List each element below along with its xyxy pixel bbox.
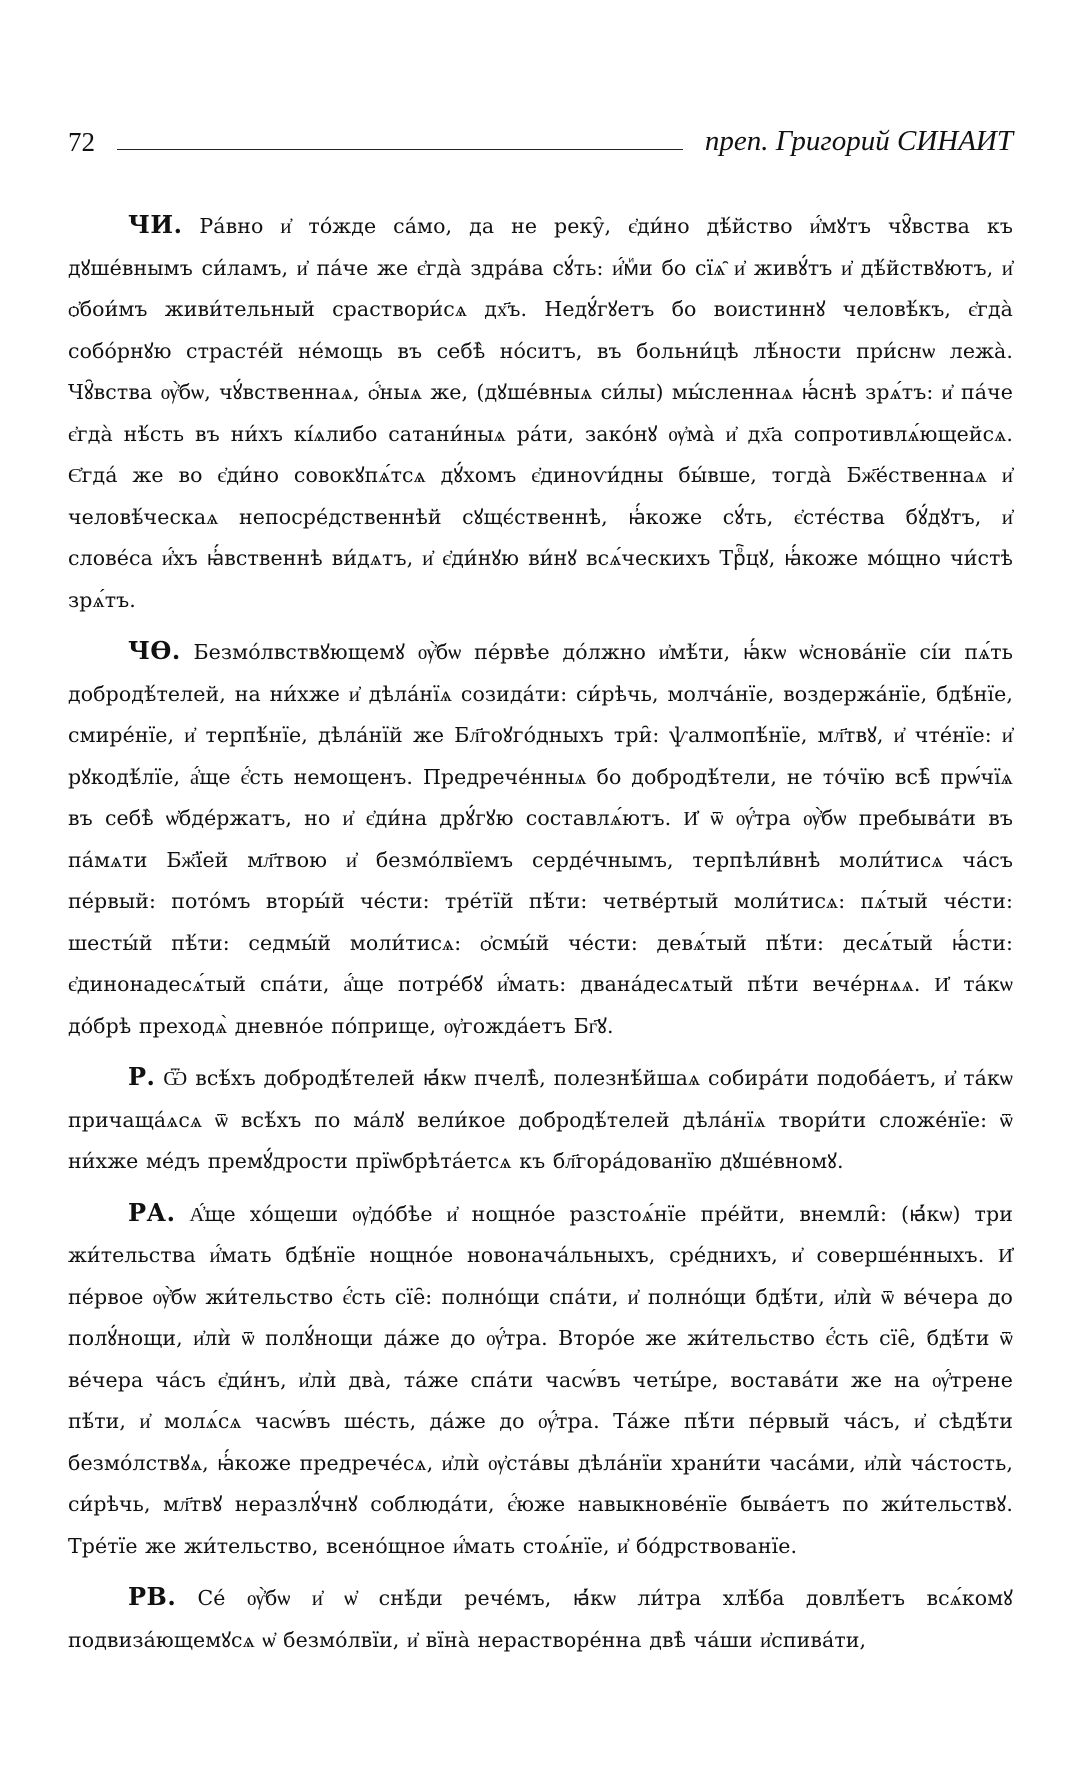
chapter-paragraph xyxy=(68,1192,1013,1568)
chapter-number: РА. xyxy=(128,1197,176,1227)
chapter-text: Ѿ всѣ́хъ добродѣ́телей ꙗ҆́кѡ пчелѣ̀, полезнѣ́йшаѧ собира́ти подоба́етъ, и҆ та́кѡ причаща́ѧсѧ ѿ всѣ́хъ по ма́лꙋ вели́кое добродѣ́телей дѣла́нїѧ твори́ти сложе́нїе: ѿ ни́хже ме́дъ премꙋ́дрости прїѡбрѣта́етсѧ къ бл҃гора́дованїю дꙋше́вномꙋ. xyxy=(68,1066,1013,1173)
running-header xyxy=(68,120,1013,156)
chapter-number: РВ. xyxy=(128,1582,177,1611)
chapter-paragraph xyxy=(68,630,1013,1047)
chapter-paragraph xyxy=(68,1056,1013,1183)
document-page xyxy=(68,120,1013,1670)
page-number: 72 xyxy=(68,127,95,157)
header-rule xyxy=(117,149,683,150)
chapter-paragraph xyxy=(68,204,1013,621)
chapter-number: ЧѲ. xyxy=(128,636,181,665)
chapter-text: Се́ ѹ҆̀бѡ и҆ ѡ҆ снѣ́ди рече́мъ, ꙗ҆́кѡ ли́тра хлѣ́ба довлѣ́етъ всѧ́комꙋ подвиза́ющемꙋсѧ ѡ҆ безмо́лвїи, и҆ вїна̀ нерастворе́нна двѣ̀ ча́ши и҆спива́ти, xyxy=(68,1586,1013,1652)
chapter-paragraph xyxy=(68,1576,1013,1661)
chapter-number: Р. xyxy=(128,1062,156,1091)
chapter-text: Ра́вно и҆ то́жде са́мо, да не реку̑, є҆ди́но дѣ́йство и҆́мꙋтъ чꙋ̑вства къ дꙋше́внымъ си́ламъ, и҆ па́че же є҆гда̀ здра́ва сꙋ́ть: и҆́мꙵи бо сїѧ̑ и҆ живꙋ́тъ и҆ дѣ́йствꙋютъ, и҆ ѻ҆бои́мъ живи́тельный сраствори́сѧ дх҃ъ. Недꙋ́гꙋетъ бо воистиннꙋ человѣ́къ, є҆гда̀ собо́рнꙋю страсте́й не́мощь въ себѣ̀ но́ситъ, въ больни́цѣ лѣ́ности при́снѡ лежа̀. Чꙋ̑вства ѹ҆̀бѡ, чꙋ́вственнаѧ, ѻ҆́ныѧ же, (дꙋше́вныѧ си́лы) мы́сленнаѧ ꙗ҆́снѣ зрѧ́тъ: и҆ па́че є҆гда̀ нѣ́сть въ ни́хъ кі́ѧлибо сатани́ныѧ ра́ти, зако́нꙋ ѹ҆ма̀ и҆ дх҃а сопротивлѧ́ющейсѧ. Є҆гда́ же во є҆ди́но совокꙋпѧ́тсѧ дꙋ́хомъ є҆диноѵи́дны бы́вше, тогда̀ Бж҃е́ственнаѧ и҆ человѣ́ческаѧ непосре́дственнѣй сꙋщє́ственнѣ, ꙗ҆́коже сꙋ́ть, є҆сте́ства бꙋ́дꙋтъ, и҆ слове́са и҆́хъ ꙗ҆́вственнѣ ви́дѧтъ, и҆ є҆ди́нꙋю ви́нꙋ всѧ́ческихъ Трⷪ҇цꙋ, ꙗ҆́коже мо́щно чи́стѣ зрѧ́тъ. xyxy=(68,214,1013,612)
chapter-text: Безмо́лвствꙋющемꙋ ѹ҆̀бѡ пе́рвѣе до́лжно и҆мѣ́ти, ꙗ҆́кѡ ѡ҆снова́нїе сі́и пѧ́ть добродѣ́телей, на ни́хже и҆ дѣла́нїѧ созида́ти: си́рѣчь, молча́нїе, воздержа́нїе, бдѣ́нїе, смире́нїе, и҆ терпѣ́нїе, дѣла́нїй же Бл҃гоꙋго́дныхъ три̑: ѱалмопѣ́нїе, мл҃твꙋ, и҆ чте́нїе: и҆ рꙋкодѣ́лїе, а҆́ще є҆́сть немощенъ. Предрече́нныѧ бо добродѣ́тели, не то́чїю всѣ̑ прѡ́чїѧ въ себѣ̀ ѡ҆бде́ржатъ, но и҆ є҆ди́на дрꙋ́гꙋю составлѧ́ютъ. И҆ ѿ ѹ҆́тра ѹ҆̀бѡ пребыва́ти въ па́мѧти Бж҃їей мл҃твою и҆ безмо́лвїемъ серде́чнымъ, терпѣли́внѣ моли́тисѧ ча́съ пе́рвый: пото́мъ вторы́й че́сти: тре́тїй пѣ́ти: четве́ртый моли́тисѧ: пѧ́тый че́сти: шесты́й пѣ́ти: седмы́й моли́тисѧ: ѻ҆смы́й че́сти: девѧ́тый пѣ́ти: десѧ́тый ꙗ҆́сти: є҆динонадесѧ́тый спа́ти, а҆́ще потре́бꙋ и҆́мать: двана́десѧтый пѣ́ти вече́рнѧѧ. И҆ та́кѡ до́брѣ преходѧ̀ дневно́е по́прище, ѹ҆гожда́етъ Бг҃ꙋ. xyxy=(68,640,1013,1038)
chapter-text: А҆́ще хо́щеши ѹ҆до́бѣе и҆ нощно́е разстоѧ́нїе пре́йти, внемли̑: (ꙗ҆́кѡ) три жи́тельства и҆́мать бдѣ́нїе нощно́е новонача́льныхъ, сре́днихъ, и҆ соверше́нныхъ. И҆ пе́рвое ѹ҆̀бѡ жи́тельство є҆́сть сїе̑: полно́щи спа́ти, и҆ полно́щи бдѣ́ти, и҆лѝ ѿ ве́чера до полꙋ́нощи, и҆лѝ ѿ полꙋ́нощи да́же до ѹ҆́тра. Второ́е же жи́тельство є҆́сть сїе̑, бдѣ́ти ѿ ве́чера ча́съ є҆ди́нъ, и҆лѝ два̀, та́же спа́ти часѡ́въ четы́ре, воставáти же на ѹ҆́трене пѣ́ти, и҆ молѧ́сѧ часѡ́въ ше́сть, да́же до ѹ҆́тра. Та́же пѣ́ти пе́рвый ча́съ, и҆ сѣдѣ́ти безмо́лствꙋѧ, ꙗ҆́коже предрече́сѧ, и҆лѝ ѹ҆ста́вы дѣла́нїи храни́ти часа́ми, и҆лѝ ча́стость, си́рѣчь, мл҃твꙋ неразлꙋ́чнꙋ соблюда́ти, є҆́юже навыкнове́нїе быва́етъ по жи́тельствꙋ. Тре́тїе же жи́тельство, всено́щное и҆́мать стоѧ́нїе, и҆ бо́дрствованїе. xyxy=(68,1201,1013,1558)
running-title: преп. Григорий СИНАИТ xyxy=(704,125,1013,157)
chapter-number: ЧИ. xyxy=(128,210,183,239)
